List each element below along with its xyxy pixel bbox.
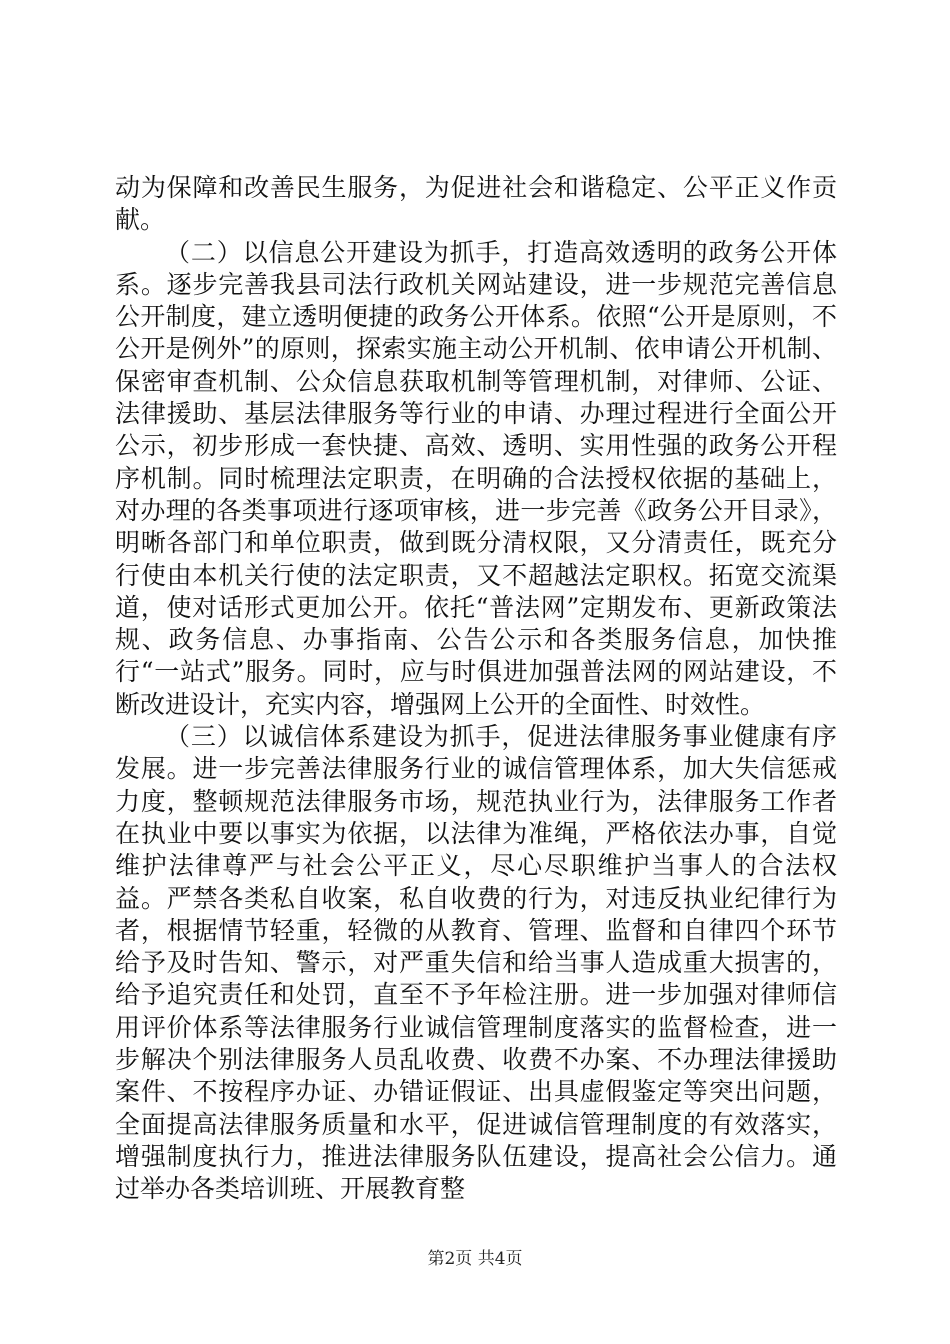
paragraph-section-2: （二）以信息公开建设为抓手，打造高效透明的政务公开体系。逐步完善我县司法行政机关网站建设，进一步规范完善信息公开制度，建立透明便捷的政务公开体系。依照“公开是原则，不公开是例外”的原则，探索实施主动公开机制、依申请公开机制、保密审查机制、公众信息获取机制等管理机制，对律师、公证、法律援助、基层法律服务等行业的申请、办理过程进行全面公开公示，初步形成一套快捷、高效、透明、实用性强的政务公开程序机制。同时梳理法定职责，在明确的合法授权依据的基础上，对办理的各类事项进行逐项审核，进一步完善《政务公开目录》，明晰各部门和单位职责，做到既分清权限，又分清责任，既充分行使由本机关行使的法定职责，又不超越法定职权。拓宽交流渠道，使对话形式更加公开。依托“普法网”定期发布、更新政策法规、政务信息、办事指南、公告公示和各类服务信息，加快推行“一站式”服务。同时，应与时俱进加强普法网的网站建设，不断改进设计，充实内容，增强网上公开的全面性、时效性。 [115, 237, 837, 719]
document-body [115, 172, 837, 1206]
page-number-footer: 第2页 共4页 [427, 1249, 523, 1269]
paragraph-continuation: 动为保障和改善民生服务，为促进社会和谐稳定、公平正义作贡献。 [115, 173, 837, 235]
paragraph-section-3: （三）以诚信体系建设为抓手，促进法律服务事业健康有序发展。进一步完善法律服务行业的诚信管理体系，加大失信惩戒力度，整顿规范法律服务市场，规范执业行为，法律服务工作者在执业中要以事实为依据，以法律为准绳，严格依法办事，自觉维护法律尊严与社会公平正义，尽心尽职维护当事人的合法权益。严禁各类私自收案，私自收费的行为，对违反执业纪律行为者，根据情节轻重，轻微的从教育、管理、监督和自律四个环节给予及时告知、警示，对严重失信和给当事人造成重大损害的，给予追究责任和处罚，直至不予年检注册。进一步加强对律师信用评价体系等法律服务行业诚信管理制度落实的监督检查，进一步解决个别法律服务人员乱收费、收费不办案、不办理法律援助案件、不按程序办证、办错证假证、出具虚假鉴定等突出问题，全面提高法律服务质量和水平，促进诚信管理制度的有效落实，增强制度执行力，推进法律服务队伍建设，提高社会公信力。通过举办各类培训班、开展教育整 [115, 722, 837, 1204]
